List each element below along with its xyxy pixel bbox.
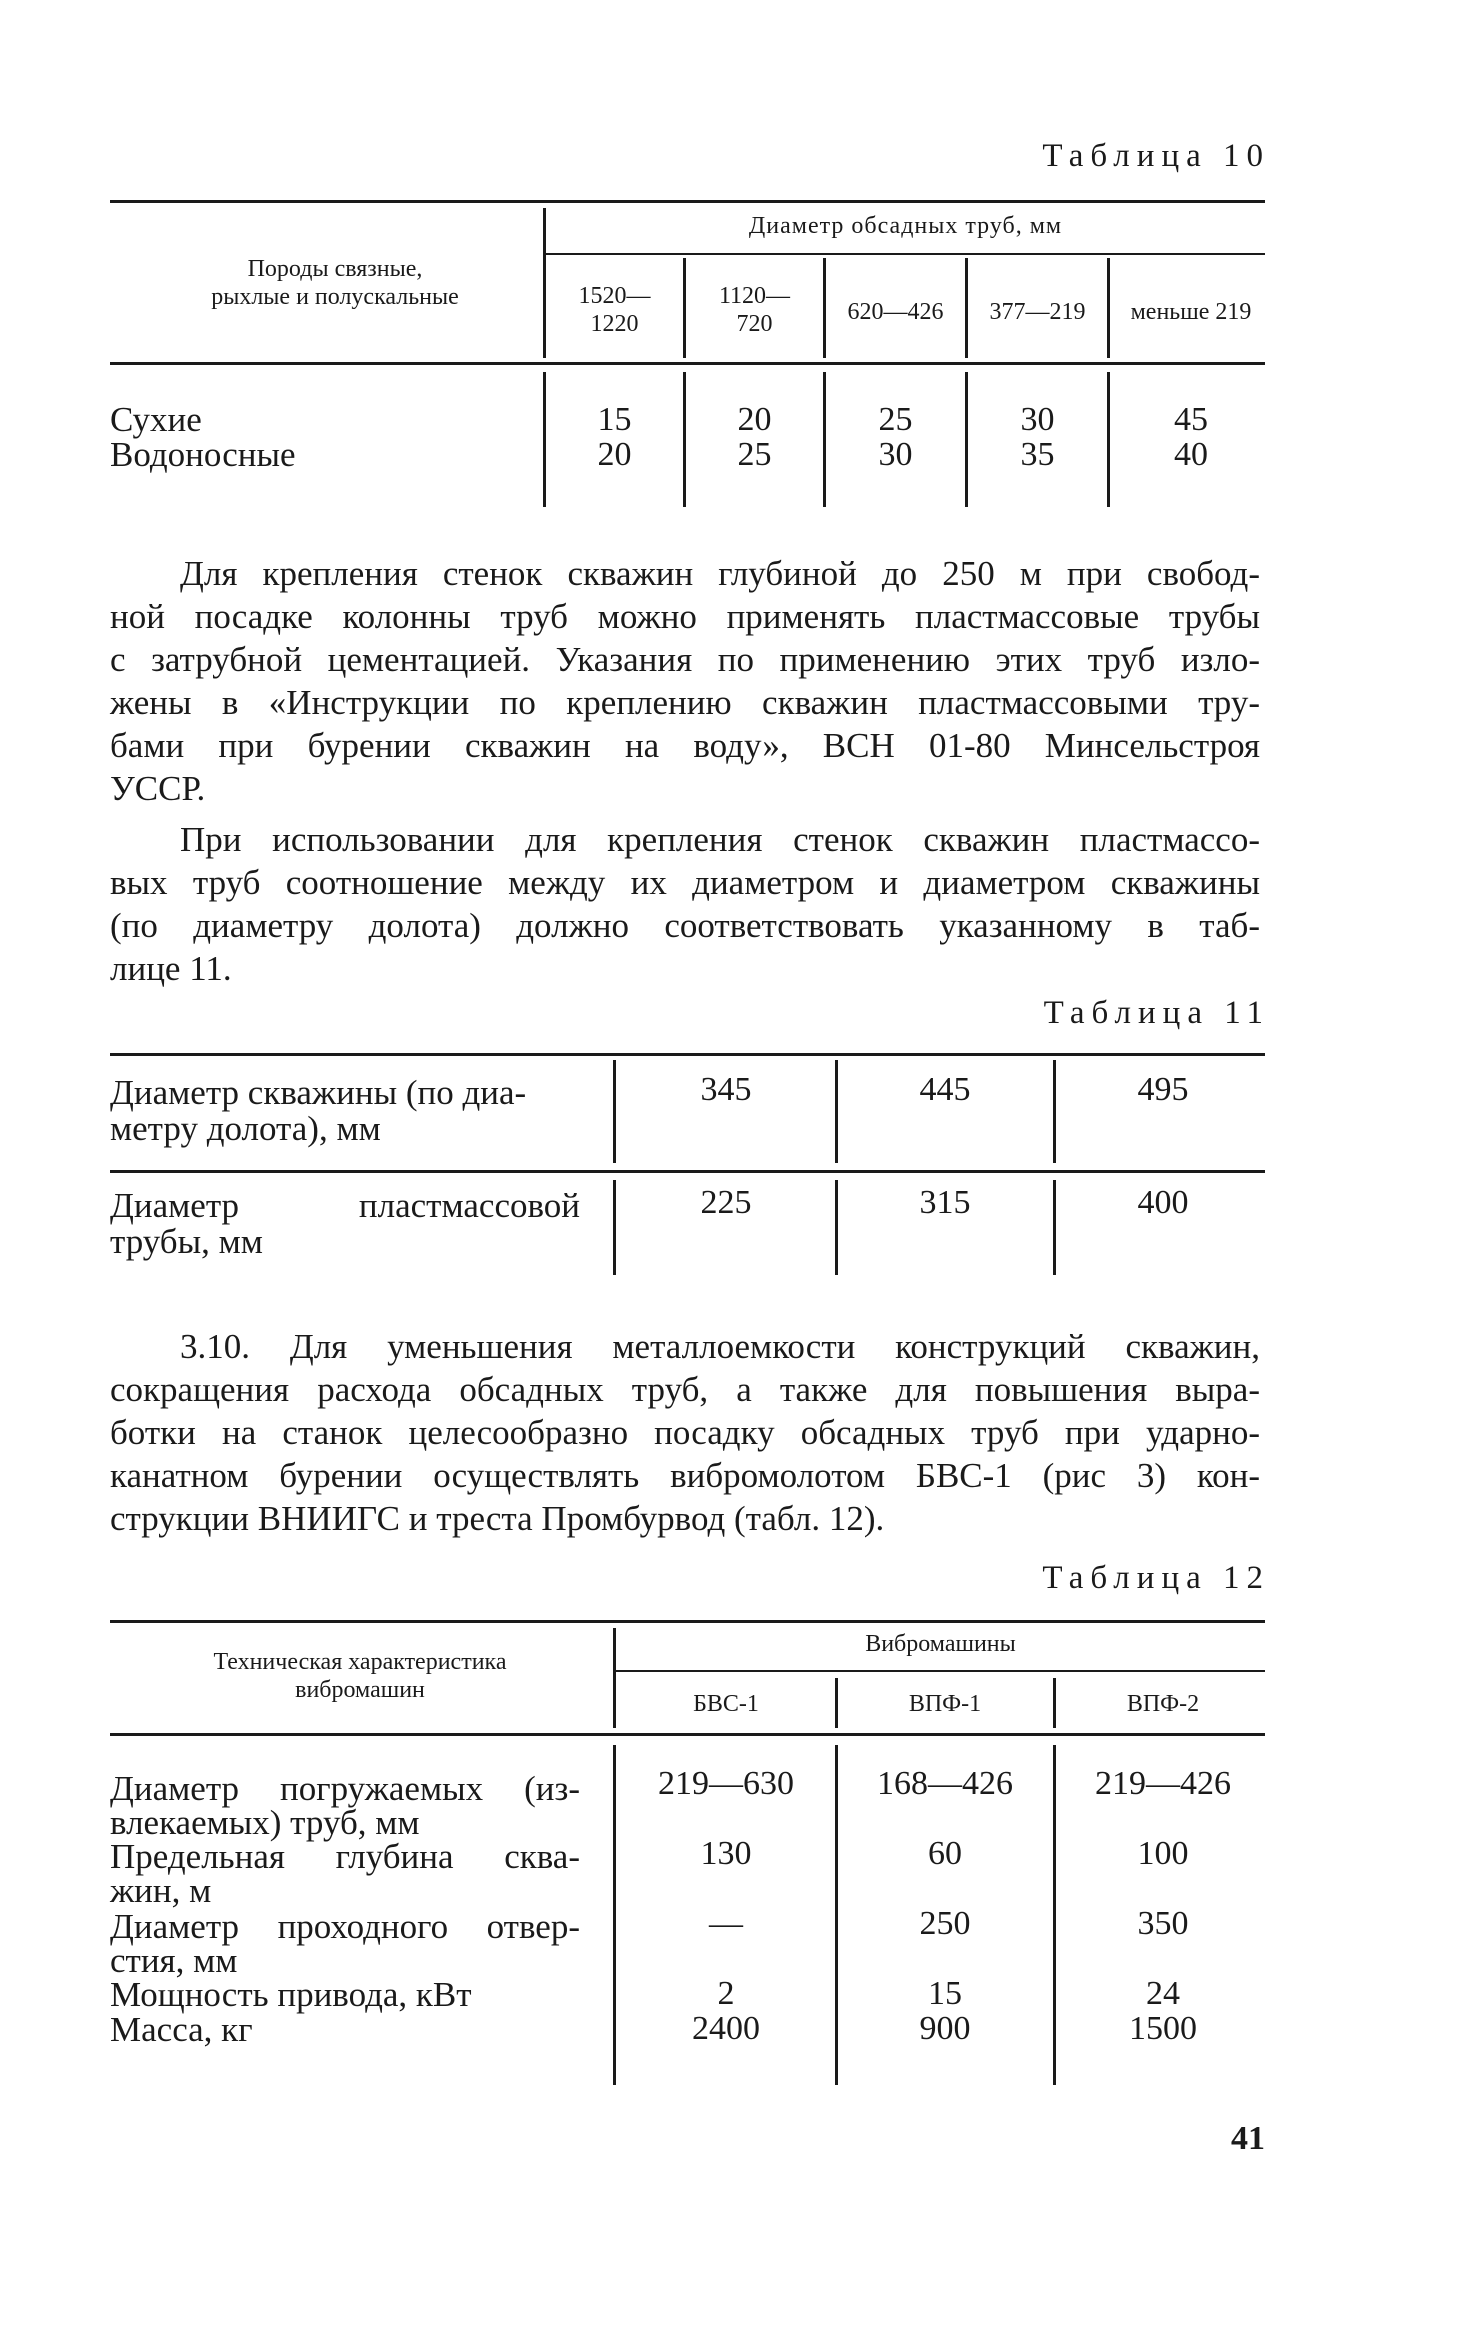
table11-divider <box>613 1060 616 1163</box>
table10-divider <box>1107 258 1110 358</box>
table12-row-label <box>110 1907 580 1980</box>
table12-divider <box>835 1678 838 1728</box>
table12-col-header: БВС-1 <box>693 1691 759 1717</box>
table10-divider <box>965 258 968 358</box>
paragraph-plastic-pipes <box>110 818 1260 990</box>
text-line: Для крепления стенок скважин глубиной до 250 м при свобод- <box>180 554 1260 593</box>
table10-divider <box>1107 372 1110 507</box>
table11-divider <box>835 1180 838 1275</box>
table10-group-rule <box>545 253 1265 255</box>
table11-cell: 315 <box>919 1184 971 1221</box>
table12-caption: Таблица 12 <box>1042 1560 1270 1596</box>
table10-divider <box>683 372 686 507</box>
label-line: Мощность привода, кВт <box>110 1975 472 2014</box>
table10-cell: 30 <box>1020 401 1055 438</box>
table10-row-label: Водоносные <box>110 435 296 474</box>
text-line: струкции ВНИИГС и треста Промбурвод (табл. 12). <box>110 1499 885 1538</box>
table10-col-header: 377—219 <box>989 299 1086 325</box>
table10-cell: 30 <box>878 436 913 473</box>
table12-group-header: Вибромашины <box>865 1631 1016 1657</box>
table12-divider <box>613 1628 616 1728</box>
table12-cell: 219—426 <box>1095 1765 1231 1802</box>
table12-cell: 15 <box>928 1975 962 2012</box>
label-line: Предельная глубина сква- <box>110 1837 580 1876</box>
table11-divider <box>613 1180 616 1275</box>
table12-cell: 1500 <box>1129 2010 1197 2047</box>
table12-cell: 219—630 <box>658 1765 794 1802</box>
table10-cell: 45 <box>1174 401 1208 438</box>
table10-col-header: меньше 219 <box>1130 299 1252 325</box>
text-line: канатном бурении осуществлять вибромолотом БВС-1 (рис 3) кон- <box>110 1456 1260 1495</box>
table12-divider <box>613 1745 616 2085</box>
table10-col-header <box>688 282 821 338</box>
table10-cell: 25 <box>737 436 772 473</box>
text-line: 3.10. Для уменьшения металлоемкости конструкций скважин, <box>180 1327 1260 1366</box>
table10-divider <box>543 372 546 507</box>
paragraph-3-10 <box>110 1325 1260 1540</box>
text-line: При использовании для крепления стенок скважин пластмассо- <box>180 820 1260 859</box>
table12-col-header: ВПФ-1 <box>908 1691 982 1717</box>
table12-header-rule <box>110 1733 1265 1736</box>
label-line: Диаметр погружаемых (из- <box>110 1769 580 1808</box>
text-line: УССР. <box>110 769 206 808</box>
label-line: трубы, мм <box>110 1222 263 1261</box>
label-line: Диаметр пластмассовой <box>110 1186 580 1225</box>
table11-cell: 445 <box>919 1071 971 1108</box>
table12-row-header-line: вибромашин <box>295 1677 425 1703</box>
text-line: вых труб соотношение между их диаметром и диаметром скважины <box>110 863 1260 902</box>
text-line: бами при бурении скважин на воду», ВСН 01-80 Минсельстроя <box>110 726 1260 765</box>
table10-col-header-line: 720 <box>736 311 773 337</box>
table12-cell: 130 <box>700 1835 752 1872</box>
table12-row-header-line: Техническая характеристика <box>213 1649 507 1675</box>
table12-divider <box>835 1745 838 2085</box>
table12-divider <box>1053 1745 1056 2085</box>
table12-cell: — <box>709 1905 743 1942</box>
table11-divider <box>1053 1060 1056 1163</box>
table12-cell: 2 <box>717 1975 735 2012</box>
table12-row-header <box>125 1648 595 1704</box>
label-line: Масса, кг <box>110 2010 253 2049</box>
table12-col-header: ВПФ-2 <box>1126 1691 1200 1717</box>
text-line: (по диаметру долота) должно соответствовать указанному в таб- <box>110 906 1260 945</box>
label-line: стия, мм <box>110 1941 238 1980</box>
table11-row-label <box>110 1075 580 1147</box>
table10-col-header-line: 1120— <box>718 283 791 309</box>
paragraph-fastening <box>110 552 1260 810</box>
text-line: с затрубной цементацией. Указания по применению этих труб изло- <box>110 640 1260 679</box>
table10-cell: 40 <box>1174 436 1208 473</box>
table10-header-rule <box>110 362 1265 365</box>
table11-divider <box>1053 1180 1056 1275</box>
table10-top-rule <box>110 200 1265 203</box>
table10-divider <box>543 208 546 358</box>
table11-cell: 345 <box>700 1071 752 1108</box>
table10-divider <box>823 372 826 507</box>
text-line: жены в «Инструкции по креплению скважин пластмассовыми тру- <box>110 683 1260 722</box>
table10-row-header-line: рыхлые и полускальные <box>211 284 459 310</box>
text-line: ной посадке колонны труб можно применять пластмассовые трубы <box>110 597 1260 636</box>
table10-col-header-line: 1520— <box>578 283 651 309</box>
table12-cell: 250 <box>919 1905 971 1942</box>
table10-row-label: Сухие <box>110 400 202 439</box>
table12-cell: 168—426 <box>877 1765 1013 1802</box>
table12-row-label <box>110 1769 580 1842</box>
text-line: ботки на станок целесообразно посадку обсадных труб при ударно- <box>110 1413 1260 1452</box>
table10-cell: 20 <box>737 401 772 438</box>
table11-mid-rule <box>110 1170 1265 1173</box>
table10-cell: 20 <box>597 436 632 473</box>
text-line: лице 11. <box>110 949 232 988</box>
table10-row-header-line: Породы связные, <box>247 256 423 282</box>
table12-cell: 900 <box>919 2010 971 2047</box>
table10-group-header: Диаметр обсадных труб, мм <box>748 213 1063 239</box>
table10-col-header <box>548 282 681 338</box>
table10-cell: 25 <box>878 401 913 438</box>
table10-cell: 15 <box>597 401 632 438</box>
table11-cell: 495 <box>1137 1071 1189 1108</box>
text-line: сокращения расхода обсадных труб, а также для повышения выра- <box>110 1370 1260 1409</box>
table12-top-rule <box>110 1620 1265 1623</box>
table12-cell: 60 <box>928 1835 962 1872</box>
table10-col-header: 620—426 <box>847 299 944 325</box>
table10-caption: Таблица 10 <box>1042 138 1270 174</box>
table12-divider <box>1053 1678 1056 1728</box>
label-line: влекаемых) труб, мм <box>110 1803 420 1842</box>
table12-row-label <box>110 1837 580 1910</box>
table10-divider <box>823 258 826 358</box>
table11-row-label <box>110 1188 580 1260</box>
table11-divider <box>835 1060 838 1163</box>
page-number: 41 <box>1231 2120 1265 2157</box>
table12-group-rule <box>615 1670 1265 1672</box>
table12-cell: 350 <box>1137 1905 1189 1942</box>
table11-cell: 225 <box>700 1184 752 1221</box>
label-line: Диаметр проходного отвер- <box>110 1907 580 1946</box>
table11-caption: Таблица 11 <box>1043 995 1270 1031</box>
table10-divider <box>965 372 968 507</box>
table12-cell: 24 <box>1146 1975 1180 2012</box>
table11-cell: 400 <box>1137 1184 1189 1221</box>
table10-col-header-line: 1220 <box>590 311 639 337</box>
table12-cell: 2400 <box>692 2010 760 2047</box>
table10-row-header <box>150 255 520 311</box>
table12-row-label <box>110 1975 580 2014</box>
table12-cell: 100 <box>1137 1835 1189 1872</box>
label-line: Диаметр скважины (по диа- <box>110 1073 527 1112</box>
table10-cell: 35 <box>1020 436 1055 473</box>
label-line: метру долота), мм <box>110 1109 381 1148</box>
table12-row-label <box>110 2010 580 2049</box>
label-line: жин, м <box>110 1871 212 1910</box>
table10-divider <box>683 258 686 358</box>
table11-top-rule <box>110 1053 1265 1056</box>
